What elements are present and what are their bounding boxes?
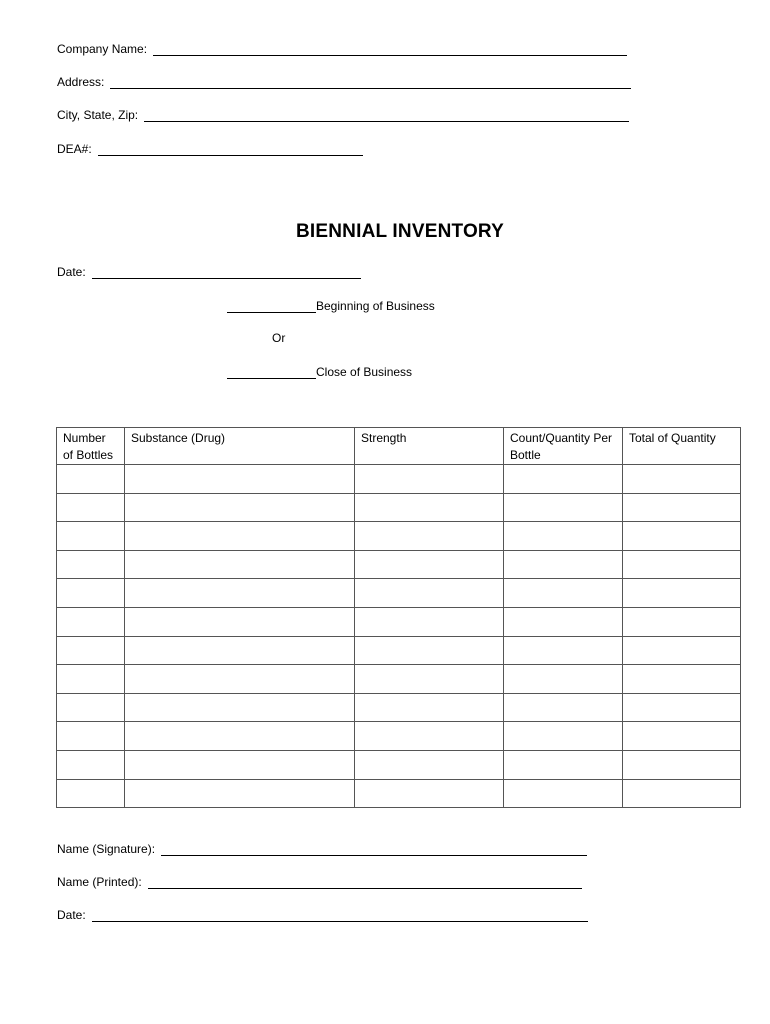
page-title: BIENNIAL INVENTORY <box>295 221 505 242</box>
dea-line[interactable] <box>98 141 363 156</box>
number-of-bottles-cell[interactable] <box>57 550 125 579</box>
table-row <box>57 779 741 808</box>
substance-cell[interactable] <box>125 693 355 722</box>
total-quantity-cell[interactable] <box>623 750 741 779</box>
table-header-row <box>57 428 741 465</box>
count-per-bottle-cell[interactable] <box>504 579 623 608</box>
table-row <box>57 693 741 722</box>
header-number-of-bottles: Number of Bottles <box>57 428 125 465</box>
count-per-bottle-cell[interactable] <box>504 636 623 665</box>
header-total-quantity: Total of Quantity <box>623 428 741 465</box>
dea-label: DEA#: <box>57 142 92 156</box>
city-state-zip-line[interactable] <box>144 107 629 122</box>
city-state-zip-label: City, State, Zip: <box>57 108 139 122</box>
strength-cell[interactable] <box>355 779 504 808</box>
number-of-bottles-cell[interactable] <box>57 493 125 522</box>
total-quantity-cell[interactable] <box>623 522 741 551</box>
number-of-bottles-cell[interactable] <box>57 722 125 751</box>
total-quantity-cell[interactable] <box>623 636 741 665</box>
count-per-bottle-cell[interactable] <box>504 493 623 522</box>
number-of-bottles-cell[interactable] <box>57 607 125 636</box>
substance-cell[interactable] <box>125 550 355 579</box>
strength-cell[interactable] <box>355 550 504 579</box>
total-quantity-cell[interactable] <box>623 550 741 579</box>
total-quantity-cell[interactable] <box>623 779 741 808</box>
signature-date-label: Date: <box>57 908 86 922</box>
close-of-business-blank[interactable] <box>227 364 316 379</box>
dea-field <box>57 138 363 156</box>
substance-cell[interactable] <box>125 493 355 522</box>
name-printed-label: Name (Printed): <box>57 875 142 889</box>
table-row <box>57 750 741 779</box>
count-per-bottle-cell[interactable] <box>504 722 623 751</box>
count-per-bottle-cell[interactable] <box>504 607 623 636</box>
table-row <box>57 493 741 522</box>
count-per-bottle-cell[interactable] <box>504 665 623 694</box>
substance-cell[interactable] <box>125 779 355 808</box>
signature-date-line[interactable] <box>92 907 588 922</box>
inventory-table <box>56 427 741 808</box>
name-signature-label: Name (Signature): <box>57 842 156 856</box>
number-of-bottles-cell[interactable] <box>57 579 125 608</box>
total-quantity-cell[interactable] <box>623 693 741 722</box>
inventory-date-field <box>57 261 361 279</box>
header-count-per-bottle: Count/Quantity Per Bottle <box>504 428 623 465</box>
strength-cell[interactable] <box>355 636 504 665</box>
table-row <box>57 579 741 608</box>
close-of-business-label: Close of Business <box>316 365 413 379</box>
total-quantity-cell[interactable] <box>623 607 741 636</box>
count-per-bottle-cell[interactable] <box>504 465 623 494</box>
company-name-label: Company Name: <box>57 42 148 56</box>
or-text: Or <box>272 331 286 345</box>
strength-cell[interactable] <box>355 693 504 722</box>
table-body <box>57 465 741 808</box>
strength-cell[interactable] <box>355 665 504 694</box>
number-of-bottles-cell[interactable] <box>57 465 125 494</box>
number-of-bottles-cell[interactable] <box>57 636 125 665</box>
total-quantity-cell[interactable] <box>623 493 741 522</box>
strength-cell[interactable] <box>355 493 504 522</box>
count-per-bottle-cell[interactable] <box>504 750 623 779</box>
name-printed-field <box>57 871 582 889</box>
table-row <box>57 636 741 665</box>
substance-cell[interactable] <box>125 607 355 636</box>
inventory-date-line[interactable] <box>92 264 361 279</box>
substance-cell[interactable] <box>125 750 355 779</box>
number-of-bottles-cell[interactable] <box>57 522 125 551</box>
total-quantity-cell[interactable] <box>623 722 741 751</box>
strength-cell[interactable] <box>355 579 504 608</box>
total-quantity-cell[interactable] <box>623 465 741 494</box>
table-row <box>57 607 741 636</box>
address-field <box>57 71 631 89</box>
address-label: Address: <box>57 75 105 89</box>
inventory-date-label: Date: <box>57 265 86 279</box>
header-strength: Strength <box>355 428 504 465</box>
beginning-of-business-label: Beginning of Business <box>316 299 435 313</box>
number-of-bottles-cell[interactable] <box>57 693 125 722</box>
close-of-business-option <box>227 361 412 379</box>
signature-date-field <box>57 904 588 922</box>
name-printed-line[interactable] <box>148 874 582 889</box>
strength-cell[interactable] <box>355 522 504 551</box>
strength-cell[interactable] <box>355 607 504 636</box>
count-per-bottle-cell[interactable] <box>504 693 623 722</box>
substance-cell[interactable] <box>125 722 355 751</box>
strength-cell[interactable] <box>355 750 504 779</box>
table-row <box>57 665 741 694</box>
number-of-bottles-cell[interactable] <box>57 779 125 808</box>
address-line[interactable] <box>110 74 631 89</box>
strength-cell[interactable] <box>355 465 504 494</box>
name-signature-line[interactable] <box>161 841 587 856</box>
substance-cell[interactable] <box>125 465 355 494</box>
beginning-of-business-option <box>227 295 435 313</box>
substance-cell[interactable] <box>125 579 355 608</box>
count-per-bottle-cell[interactable] <box>504 550 623 579</box>
number-of-bottles-cell[interactable] <box>57 750 125 779</box>
substance-cell[interactable] <box>125 665 355 694</box>
name-signature-field <box>57 838 587 856</box>
table-row <box>57 722 741 751</box>
table-row <box>57 465 741 494</box>
count-per-bottle-cell[interactable] <box>504 779 623 808</box>
number-of-bottles-cell[interactable] <box>57 665 125 694</box>
city-state-zip-field <box>57 104 629 122</box>
header-substance: Substance (Drug) <box>125 428 355 465</box>
company-name-field <box>57 38 627 56</box>
substance-cell[interactable] <box>125 636 355 665</box>
table-row <box>57 522 741 551</box>
substance-cell[interactable] <box>125 522 355 551</box>
beginning-of-business-blank[interactable] <box>227 298 316 313</box>
table-row <box>57 550 741 579</box>
total-quantity-cell[interactable] <box>623 665 741 694</box>
strength-cell[interactable] <box>355 722 504 751</box>
count-per-bottle-cell[interactable] <box>504 522 623 551</box>
company-name-line[interactable] <box>153 41 627 56</box>
total-quantity-cell[interactable] <box>623 579 741 608</box>
